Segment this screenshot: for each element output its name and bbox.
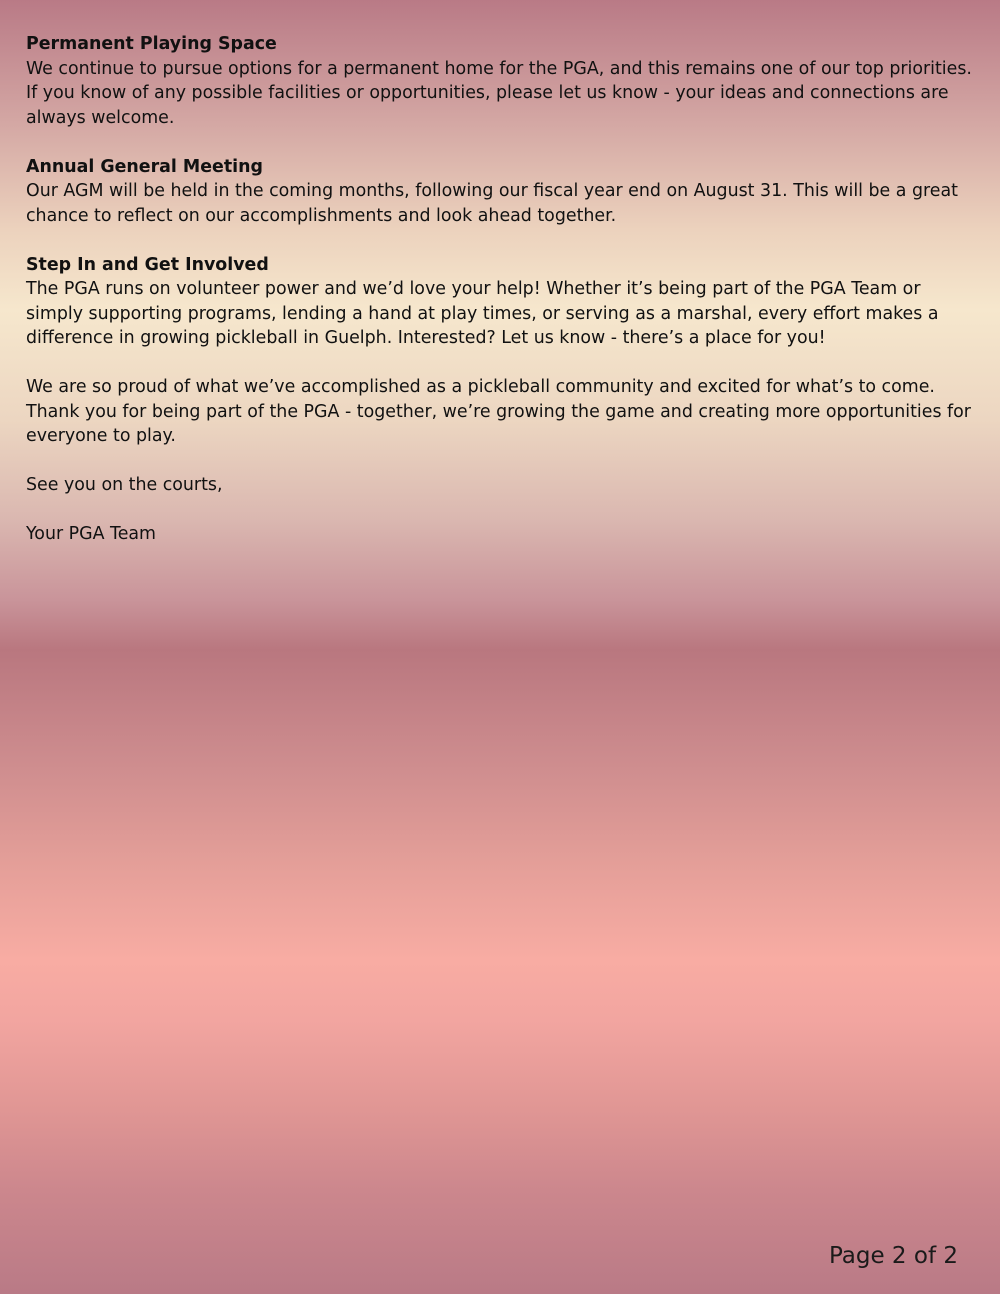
section-body: We continue to pursue options for a permanent home for the PGA, and this remains one of our top priorities. If you know of any possible facilities or opportunities, please let us know - your ideas and connections are always welcome. [26, 58, 972, 128]
section-body: Our AGM will be held in the coming months, following our fiscal year end on August 31. This will be a great chance to reflect on our accomplishments and look ahead together. [26, 181, 958, 226]
closing-paragraph: We are so proud of what we’ve accomplished as a pickleball community and excited for what’s to come. Thank you for being part of the PGA - together, we’re growing the game and creating more opportunities for everyone to play. [26, 377, 971, 446]
closing-signoff: See you on the courts, [26, 475, 223, 495]
newsletter-page-content [26, 32, 981, 571]
section-heading: Permanent Playing Space [26, 34, 277, 54]
section-body: The PGA runs on volunteer power and we’d love your help! Whether it’s being part of the PGA Team or simply supporting programs, lending a hand at play times, or serving as a marshal, every effort makes a difference in growing pickleball in Guelph. Interested? Let us know - there’s a place for you! [26, 279, 939, 348]
section-step-in-and-get-involved [26, 253, 981, 351]
closing-signature: Your PGA Team [26, 524, 157, 544]
section-permanent-playing-space [26, 32, 981, 130]
section-annual-general-meeting [26, 155, 981, 229]
page-number: Page 2 of 2 [828, 1243, 958, 1269]
section-heading: Step In and Get Involved [26, 254, 269, 275]
section-heading: Annual General Meeting [26, 156, 263, 177]
closing-block [26, 375, 981, 547]
